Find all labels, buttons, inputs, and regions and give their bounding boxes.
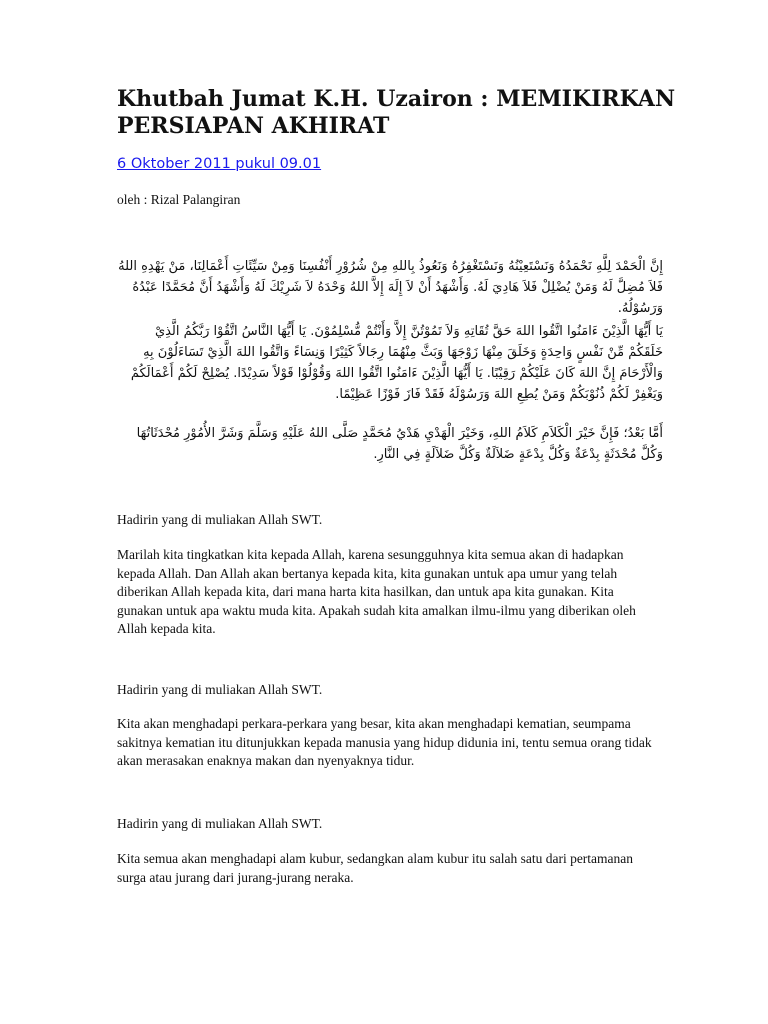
author-line: oleh : Rizal Palangiran xyxy=(117,192,241,207)
arabic-paragraph-opening: إِنَّ الْحَمْدَ لِلَّهِ نَحْمَدُهُ وَنَسْتَعِيْنُهُ وَنَسْتَغْفِرُهُ وَنَعُوذُ بِاللهِ مِنْ شُرُوْرِ أَنْفُسِنَا وَمِنْ سَيِّئَاتِ أَعْمَالِنَا، مَنْ يَهْدِهِ اللهُ فَلاَ مُضِلَّ لَهُ وَمَنْ يُضْلِلْ فَلاَ هَادِيَ لَهُ. وَأَشْهَدُ أَنْ لاَ إِلَهَ إِلاَّ اللهُ وَحْدَهُ لاَ شَرِيْكَ لَهُ وَأَشْهَدُ أَنَّ مُحَمَّدًا عَبْدُهُ وَرَسُوْلُهُ. xyxy=(118,259,663,316)
paragraph-body: Kita akan menghadapi perkara-perkara yang besar, kita akan menghadapi kematian, seumpama sakitnya kematian itu ditunjukkan kepada manusia yang hidup didunia ini, tentu semua orang tidak akan merasakan enaknya makan dan nyenyaknya tidur. xyxy=(117,716,652,769)
paragraph-body: Marilah kita tingkatkan kita kepada Allah, karena sesungguhnya kita semua akan di hadapkan kepada Allah. Dan Allah akan bertanya kepada kita, kita gunakan untuk apa umur yang telah diberikan Allah kepada kita, dari mana harta kita hasilkan, dan untuk apa kita gunakan. Kita gunakan untuk apa waktu muda kita. Apakah sudah kita amalkan ilmu-ilmu yang diberikan oleh Allah kepada kita. xyxy=(117,547,636,637)
date-link[interactable]: 6 Oktober 2011 pukul 09.01 xyxy=(117,156,322,172)
page-title: Khutbah Jumat K.H. Uzairon : MEMIKIRKAN PERSIAPAN AKHIRAT xyxy=(117,86,676,139)
arabic-paragraph-amma-badu: أَمَّا بَعْدُ؛ فَإِنَّ خَيْرَ الْكَلاَمِ كَلاَمُ اللهِ، وَخَيْرَ الْهَدْيِ هَدْيُ مُحَمَّدٍ صَلَّى اللهُ عَلَيْهِ وَسَلَّمَ وَشَرَّ الأُمُوْرِ مُحْدَثَاتُهَا وَكُلَّ مُحْدَثَةٍ بِدْعَةٌ وَكُلَّ بِدْعَةٍ ضَلاَلَةٌ وَكُلَّ ضَلاَلَةٍ فِي النَّارِ. xyxy=(136,426,663,462)
arabic-paragraph-verses: يَا أَيُّهَا الَّذِيْنَ ءَامَنُوا اتَّقُوا اللهَ حَقَّ تُقَاتِهِ وَلاَ تَمُوْتُنَّ إِلاَّ وَأَنْتُمْ مُّسْلِمُوْنَ. يَا أَيُّهَا النَّاسُ اتَّقُوْا رَبَّكُمُ الَّذِيْ خَلَقَكُمْ مِّنْ نَفْسٍ وَاحِدَةٍ وَخَلَقَ مِنْهَا زَوْجَهَا وَبَثَّ مِنْهُمَا رِجَالاً كَثِيْرًا وَنِسَاءً وَاتَّقُوا اللهَ الَّذِيْ تَسَاءَلُوْنَ بِهِ وَالْأَرْحَامَ إِنَّ اللهَ كَانَ عَلَيْكُمْ رَقِيْبًا. يَا أَيُّهَا الَّذِيْنَ ءَامَنُوا اتَّقُوا اللهَ وَقُوْلُوْا قَوْلاً سَدِيْدًا. يُصْلِحْ لَكُمْ أَعْمَالَكُمْ وَيَغْفِرْ لَكُمْ ذُنُوْبَكُمْ وَمَنْ يُطِعِ اللهَ وَرَسُوْلَهُ فَقَدْ فَازَ فَوْزًا عَظِيْمًا. xyxy=(130,324,663,402)
paragraph-greeting: Hadirin yang di muliakan Allah SWT. xyxy=(117,816,323,831)
paragraph-body: Kita semua akan menghadapi alam kubur, sedangkan alam kubur itu salah satu dari pertamanan surga atau jurang dari jurang-jurang neraka. xyxy=(117,851,634,885)
paragraph-greeting: Hadirin yang di muliakan Allah SWT. xyxy=(117,512,323,527)
paragraph-greeting: Hadirin yang di muliakan Allah SWT. xyxy=(117,682,323,697)
